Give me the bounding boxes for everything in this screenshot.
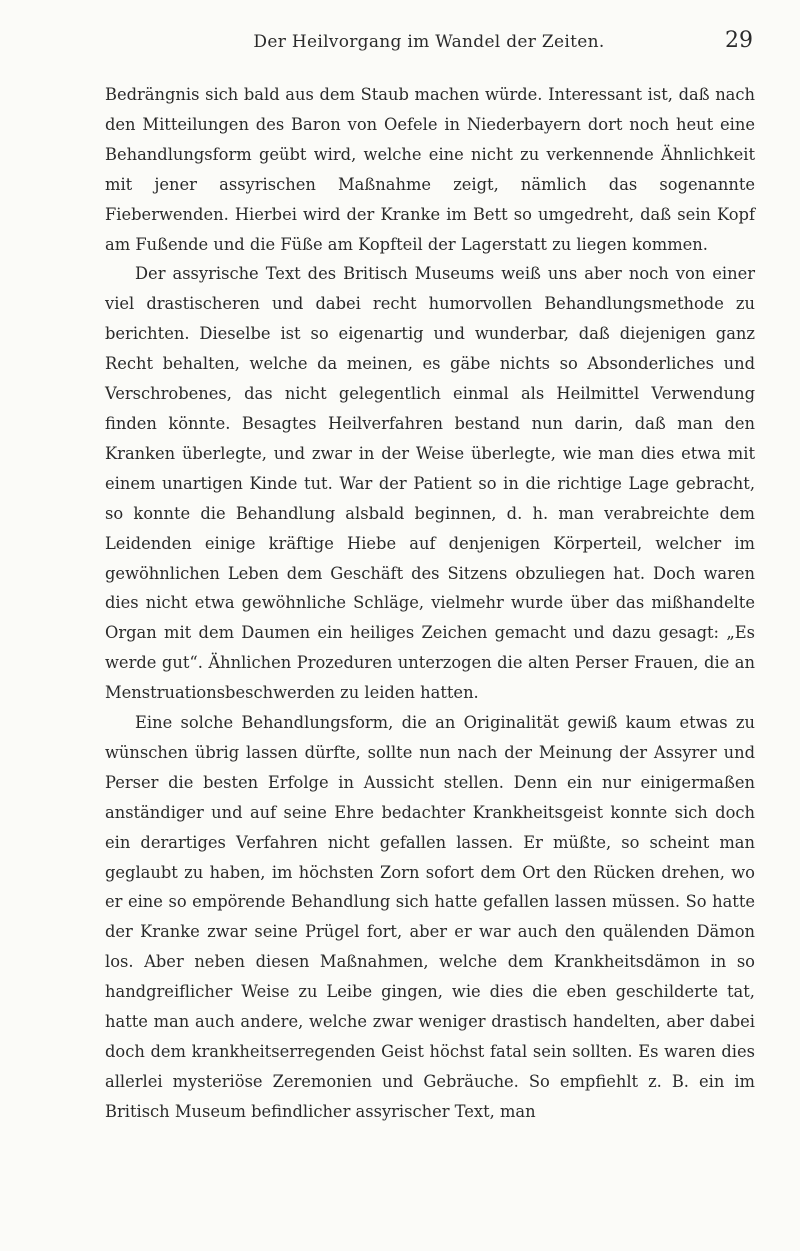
- page-number: 29: [725, 28, 753, 53]
- paragraph: Bedrängnis sich bald aus dem Staub machen würde. Interessant ist, daß nach den Mitteilungen des Baron von Oefele in Niederbayern dort noch heut eine Behandlungsform geübt wird, welche eine nicht zu verkennende Ähnlichkeit mit jener assyrischen Maßnahme zeigt, nämlich das sogenannte Fieberwenden. Hierbei wird der Kranke im Bett so umgedreht, daß sein Kopf am Fußende und die Füße am Kopfteil der Lagerstatt zu liegen kommen.: [105, 85, 755, 254]
- body-text: [105, 80, 755, 1127]
- running-title: Der Heilvorgang im Wandel der Zeiten.: [253, 32, 605, 52]
- paragraph: Eine solche Behandlungsform, die an Originalität gewiß kaum etwas zu wünschen übrig lassen dürfte, sollte nun nach der Meinung der Assyrer und Perser die besten Erfolge in Aussicht stellen. Denn ein nur einigermaßen anständiger und auf seine Ehre bedachter Krankheitsgeist konnte sich doch ein derartiges Verfahren nicht gefallen lassen. Er müßte, so scheint man geglaubt zu haben, im höchsten Zorn sofort dem Ort den Rücken drehen, wo er eine so empörende Behandlung sich hatte gefallen lassen müssen. So hatte der Kranke zwar seine Prügel fort, aber er war auch den quälenden Dämon los. Aber neben diesen Maßnahmen, welche dem Krankheitsdämon in so handgreiflicher Weise zu Leibe gingen, wie dies die eben geschilderte tat, hatte man auch andere, welche zwar weniger drastisch handelten, aber dabei doch dem krankheitserregenden Geist höchst fatal sein sollten. Es waren dies allerlei mysteriöse Zeremonien und Gebräuche. So empfiehlt z. B. ein im Britisch Museum befindlicher assyrischer Text, man: [105, 713, 755, 1121]
- running-head: [105, 26, 753, 56]
- paragraph: Der assyrische Text des Britisch Museums weiß uns aber noch von einer viel drastischeren und dabei recht humorvollen Behandlungsmethode zu berichten. Dieselbe ist so eigenartig und wunderbar, daß diejenigen ganz Recht behalten, welche da meinen, es gäbe nichts so Absonderliches und Verschrobenes, das nicht gelegentlich einmal als Heilmittel Verwendung finden könnte. Besagtes Heilverfahren bestand nun darin, daß man den Kranken überlegte, und zwar in der Weise überlegte, wie man dies etwa mit einem unartigen Kinde tut. War der Patient so in die richtige Lage gebracht, so konnte die Behandlung alsbald beginnen, d. h. man verabreichte dem Leidenden einige kräftige Hiebe auf denjenigen Körperteil, welcher im gewöhnlichen Leben dem Geschäft des Sitzens obzuliegen hat. Doch waren dies nicht etwa gewöhnliche Schläge, vielmehr wurde über das mißhandelte Organ mit dem Daumen ein heiliges Zeichen gemacht und dazu gesagt: „Es werde gut“. Ähnlichen Prozeduren unterzogen die alten Perser Frauen, die an Menstruationsbeschwerden zu leiden hatten.: [105, 264, 755, 703]
